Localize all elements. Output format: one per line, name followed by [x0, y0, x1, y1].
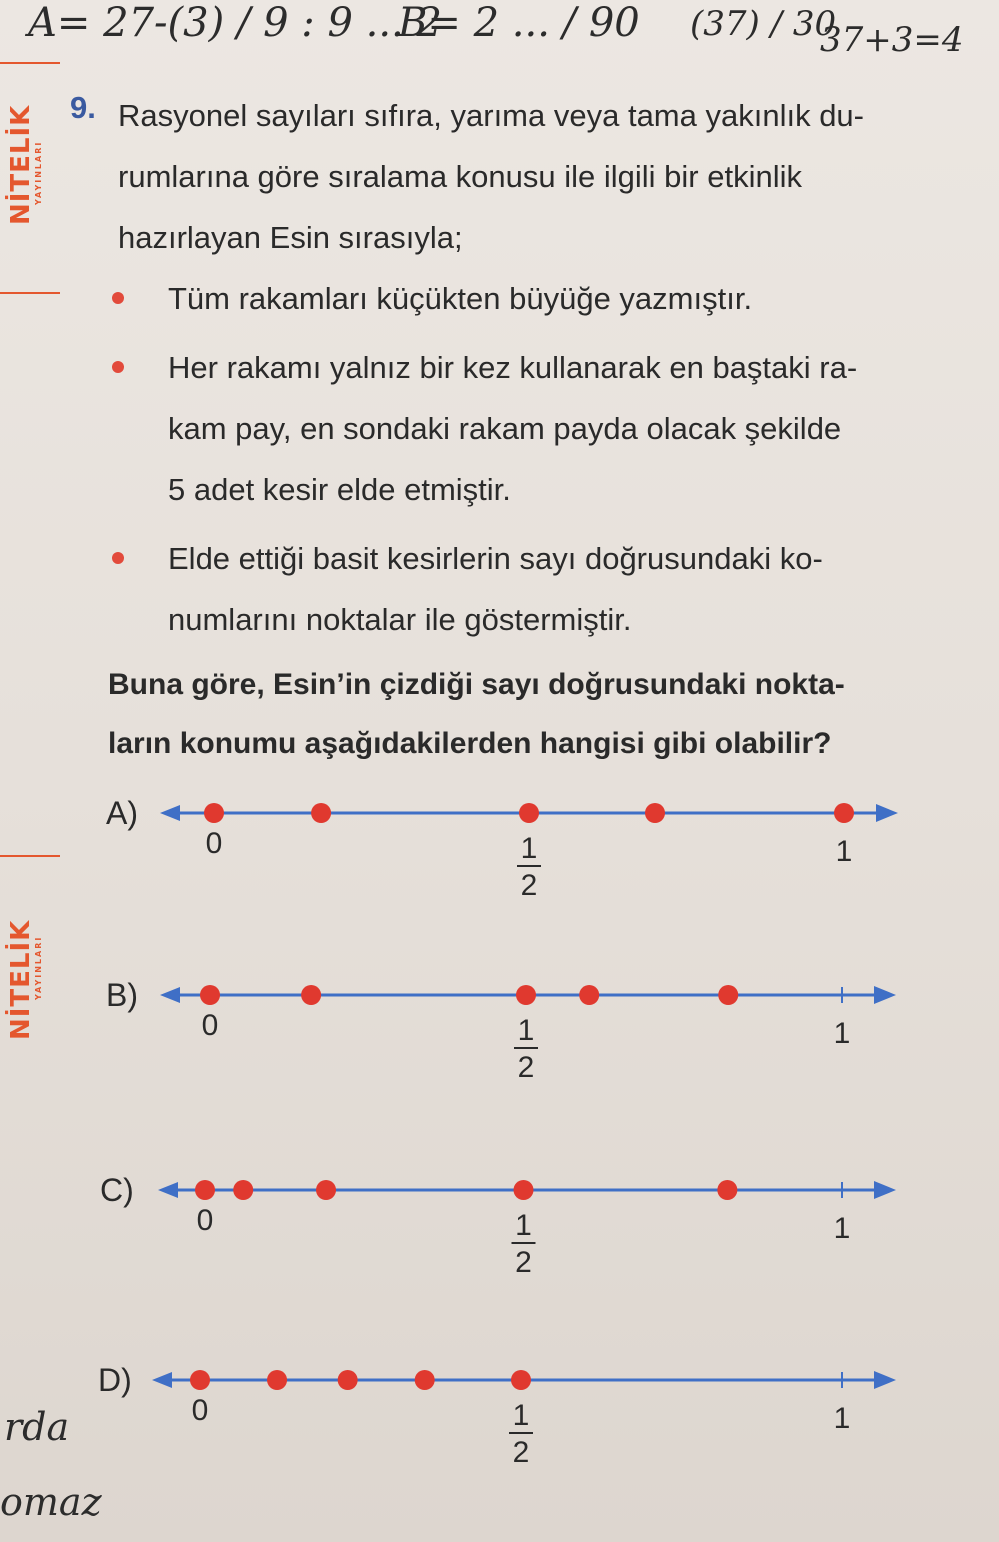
handwritten-b-expression: B= 2 ... / 90 [398, 0, 640, 46]
intro-line: hazırlayan Esin sırasıyla; [118, 220, 463, 255]
half-denominator: 2 [520, 869, 538, 902]
right-arrow-icon [874, 986, 896, 1004]
instruction-line: Tüm rakamları küçükten büyüğe yazmıştır. [168, 281, 753, 316]
instruction-line: Elde ettiği basit kesirlerin sayı doğrusundaki ko- [168, 541, 823, 576]
point-marker [267, 1370, 287, 1390]
point-marker [415, 1370, 435, 1390]
half-denominator: 2 [515, 1246, 532, 1279]
half-numerator: 1 [520, 832, 538, 865]
point-marker [579, 985, 599, 1005]
point-marker [519, 803, 539, 823]
half-numerator: 1 [515, 1209, 532, 1242]
right-arrow-icon [876, 804, 898, 822]
right-arrow-icon [874, 1181, 896, 1199]
left-arrow-icon [160, 805, 180, 821]
one-label: 1 [833, 1212, 851, 1245]
point-marker [511, 1370, 531, 1390]
instruction-line: kam pay, en sondaki rakam payda olacak şekilde [168, 411, 842, 446]
option-label: B) [106, 977, 138, 1013]
margin-note: omaz [0, 1480, 102, 1524]
half-denominator: 2 [512, 1436, 530, 1469]
option-label: A) [106, 795, 138, 831]
left-arrow-icon [160, 987, 180, 1003]
intro-line: rumlarına göre sıralama konusu ile ilgili bir etkinlik [118, 159, 802, 194]
handwritten-fraction-note: (37) / 30 [690, 4, 837, 44]
instruction-line: Her rakamı yalnız bir kez kullanarak en baştaki ra- [168, 350, 858, 385]
point-marker [834, 803, 854, 823]
question-number: 9. [70, 90, 96, 125]
zero-label: 0 [196, 1204, 214, 1237]
handwritten-sum-note: 37+3=4 [820, 20, 964, 60]
prompt-line: ların konumu aşağıdakilerden hangisi gibi olabilir? [108, 727, 832, 760]
handwritten-a-expression: A= 27-(3) / 9 : 9 ... 2 [28, 0, 442, 46]
brand-name-2: NİTELİK [6, 919, 36, 1040]
point-marker [301, 985, 321, 1005]
margin-note: rda [4, 1405, 70, 1449]
point-marker [233, 1180, 253, 1200]
point-marker [200, 985, 220, 1005]
point-marker [190, 1370, 210, 1390]
half-numerator: 1 [517, 1014, 535, 1047]
prompt-line: Buna göre, Esin’in çizdiği sayı doğrusundaki nokta- [108, 668, 845, 701]
zero-label: 0 [191, 1394, 209, 1427]
half-numerator: 1 [512, 1399, 530, 1432]
brand-subtitle-2: YAYINLARI [34, 935, 43, 1000]
half-denominator: 2 [517, 1051, 535, 1084]
left-arrow-icon [158, 1182, 178, 1198]
right-arrow-icon [874, 1371, 896, 1389]
brand-subtitle: YAYINLARI [34, 140, 43, 205]
point-marker [195, 1180, 215, 1200]
point-marker [514, 1180, 534, 1200]
one-label: 1 [835, 835, 853, 868]
point-marker [204, 803, 224, 823]
one-label: 1 [833, 1017, 851, 1050]
point-marker [717, 1180, 737, 1200]
left-arrow-icon [152, 1372, 172, 1388]
point-marker [718, 985, 738, 1005]
brand-name: NİTELİK [6, 104, 36, 225]
zero-label: 0 [205, 827, 223, 860]
option-label: C) [100, 1172, 134, 1208]
instruction-line: numlarını noktalar ile göstermiştir. [168, 602, 632, 637]
instruction-line: 5 adet kesir elde etmiştir. [168, 472, 511, 507]
point-marker [311, 803, 331, 823]
point-marker [338, 1370, 358, 1390]
option-label: D) [98, 1362, 132, 1398]
one-label: 1 [833, 1402, 851, 1435]
intro-line: Rasyonel sayıları sıfıra, yarıma veya tama yakınlık du- [118, 98, 864, 133]
point-marker [516, 985, 536, 1005]
zero-label: 0 [201, 1009, 219, 1042]
point-marker [316, 1180, 336, 1200]
point-marker [645, 803, 665, 823]
